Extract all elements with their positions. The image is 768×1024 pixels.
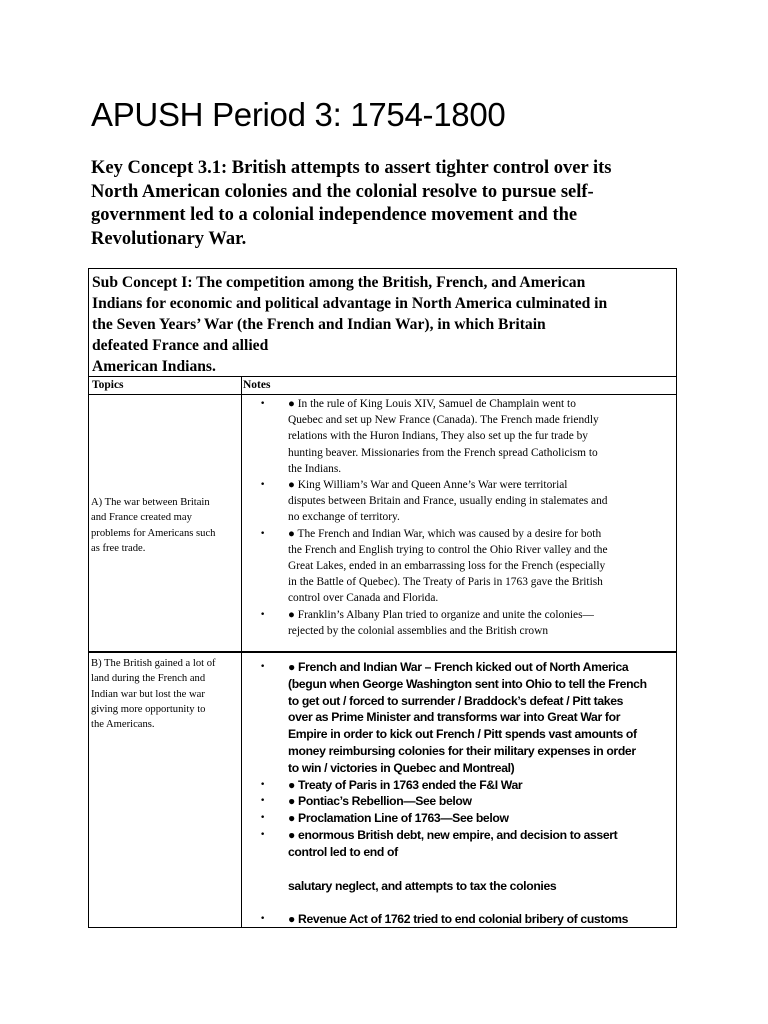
topic-line: giving more opportunity to xyxy=(91,703,206,715)
note-line: ● King William’s War and Queen Anne’s War were territorial xyxy=(288,479,568,492)
sub-concept-line: defeated France and allied xyxy=(92,337,269,354)
topics-header: Topics xyxy=(92,379,124,391)
sub-concept-line: Sub Concept I: The competition among the British, French, and American xyxy=(92,274,586,291)
note-line: ● enormous British debt, new empire, and decision to assert xyxy=(288,827,618,842)
note-line: hunting beaver. Missionaries from the French spread Catholicism to xyxy=(288,446,598,459)
list-item xyxy=(241,396,676,477)
bullet-marker: • xyxy=(260,399,266,409)
note-line: in the Battle of Quebec). The Treaty of Paris in 1763 gave the British xyxy=(288,576,603,589)
bullet-marker: • xyxy=(260,796,266,807)
note-line: money reimbursing colonies for their military expenses in order xyxy=(288,743,636,758)
list-item xyxy=(241,477,676,526)
topic-line: and France created may xyxy=(91,512,192,524)
concept-table xyxy=(88,268,677,928)
note-line: salutary neglect, and attempts to tax the colonies xyxy=(288,878,557,893)
topic-line: B) The British gained a lot of xyxy=(91,658,216,669)
note-line: ● Revenue Act of 1762 tried to end colonial bribery of customs xyxy=(288,912,629,927)
bullet-marker: • xyxy=(260,829,266,840)
note-line: over as Prime Minister and transforms war into Great War for xyxy=(288,710,621,725)
sub-concept-line: American Indians. xyxy=(92,358,216,375)
page-title: APUSH Period 3: 1754-1800 xyxy=(91,96,506,133)
note-line: ● Treaty of Paris in 1763 ended the F&I War xyxy=(288,777,523,792)
table-header-row xyxy=(89,377,676,395)
notes-header: Notes xyxy=(243,379,271,391)
topic-cell-b xyxy=(91,656,241,732)
note-line: ● In the rule of King Louis XIV, Samuel de Champlain went to xyxy=(288,398,576,410)
note-line: the French and English trying to control the Ohio River valley and the xyxy=(288,543,608,556)
list-item xyxy=(241,793,676,810)
topic-line: A) The war between Britain xyxy=(91,497,210,508)
note-line: ● The French and Indian War, which was caused by a desire for both xyxy=(288,527,602,540)
key-concept-line: Key Concept 3.1: British attempts to assert tighter control over its xyxy=(91,158,612,178)
note-line: control over Canada and Florida. xyxy=(288,592,439,605)
note-line: Empire in order to kick out French / Pitt spends vast amounts of xyxy=(288,727,637,742)
note-line: control led to end of xyxy=(288,844,398,859)
topic-cell-a xyxy=(91,495,241,556)
topic-line: as free trade. xyxy=(91,542,146,554)
note-line: the Indians. xyxy=(288,462,342,475)
bullet-marker: • xyxy=(260,609,266,620)
topic-line: problems for Americans such xyxy=(91,527,216,539)
key-concept-heading xyxy=(91,157,691,251)
bullet-marker: • xyxy=(260,813,266,824)
note-line: ● Pontiac’s Rebellion—See below xyxy=(288,794,472,809)
key-concept-line: government led to a colonial independence movement and the xyxy=(91,205,578,225)
list-item xyxy=(241,607,676,639)
key-concept-line: Revolutionary War. xyxy=(91,228,247,249)
sub-concept-heading xyxy=(89,269,676,377)
bullet-marker: • xyxy=(260,914,266,925)
note-line: relations with the Huron Indians, They also set up the fur trade by xyxy=(288,430,588,443)
topic-line: the Americans. xyxy=(91,719,155,731)
note-line: no exchange of territory. xyxy=(288,511,400,524)
bullet-marker: • xyxy=(260,480,266,491)
key-concept-line: North American colonies and the colonial resolve to pursue self- xyxy=(91,181,594,202)
list-item xyxy=(241,810,676,827)
note-line: disputes between Britain and France, usually ending in stalemates and xyxy=(288,495,608,508)
note-line: rejected by the colonial assemblies and the British crown xyxy=(288,624,549,637)
notes-list-b xyxy=(241,659,676,928)
note-line: Great Lakes, ended in an embarrassing loss for the French (especially xyxy=(288,560,606,573)
list-item xyxy=(241,777,676,794)
note-line: ● Proclamation Line of 1763—See below xyxy=(288,811,509,826)
topic-line: Indian war but lost the war xyxy=(91,688,205,700)
topic-line: land during the French and xyxy=(91,673,206,685)
spacer xyxy=(288,894,676,911)
note-line: Quebec and set up New France (Canada). The French made friendly xyxy=(288,414,599,427)
list-item xyxy=(241,827,676,911)
list-item xyxy=(241,911,676,928)
row-divider xyxy=(89,651,676,653)
sub-concept-line: Indians for economic and political advantage in North America culminated in xyxy=(92,295,608,312)
note-line: ● French and Indian War – French kicked out of North America xyxy=(288,660,629,674)
bullet-marker: • xyxy=(260,662,266,672)
bullet-marker: • xyxy=(260,779,266,790)
note-line: ● Franklin’s Albany Plan tried to organize and unite the colonies— xyxy=(288,608,594,621)
list-item xyxy=(241,526,676,607)
list-item xyxy=(241,659,676,777)
note-line: to win / victories in Quebec and Montreal) xyxy=(288,760,515,775)
note-line: (begun when George Washington sent into Ohio to tell the French xyxy=(288,676,647,691)
sub-concept-line: the Seven Years’ War (the French and Indian War), in which Britain xyxy=(92,316,546,333)
note-line: to get out / forced to surrender / Braddock’s defeat / Pitt takes xyxy=(288,693,624,708)
bullet-marker: • xyxy=(260,528,266,539)
spacer xyxy=(288,861,676,878)
notes-list-a xyxy=(241,396,676,639)
